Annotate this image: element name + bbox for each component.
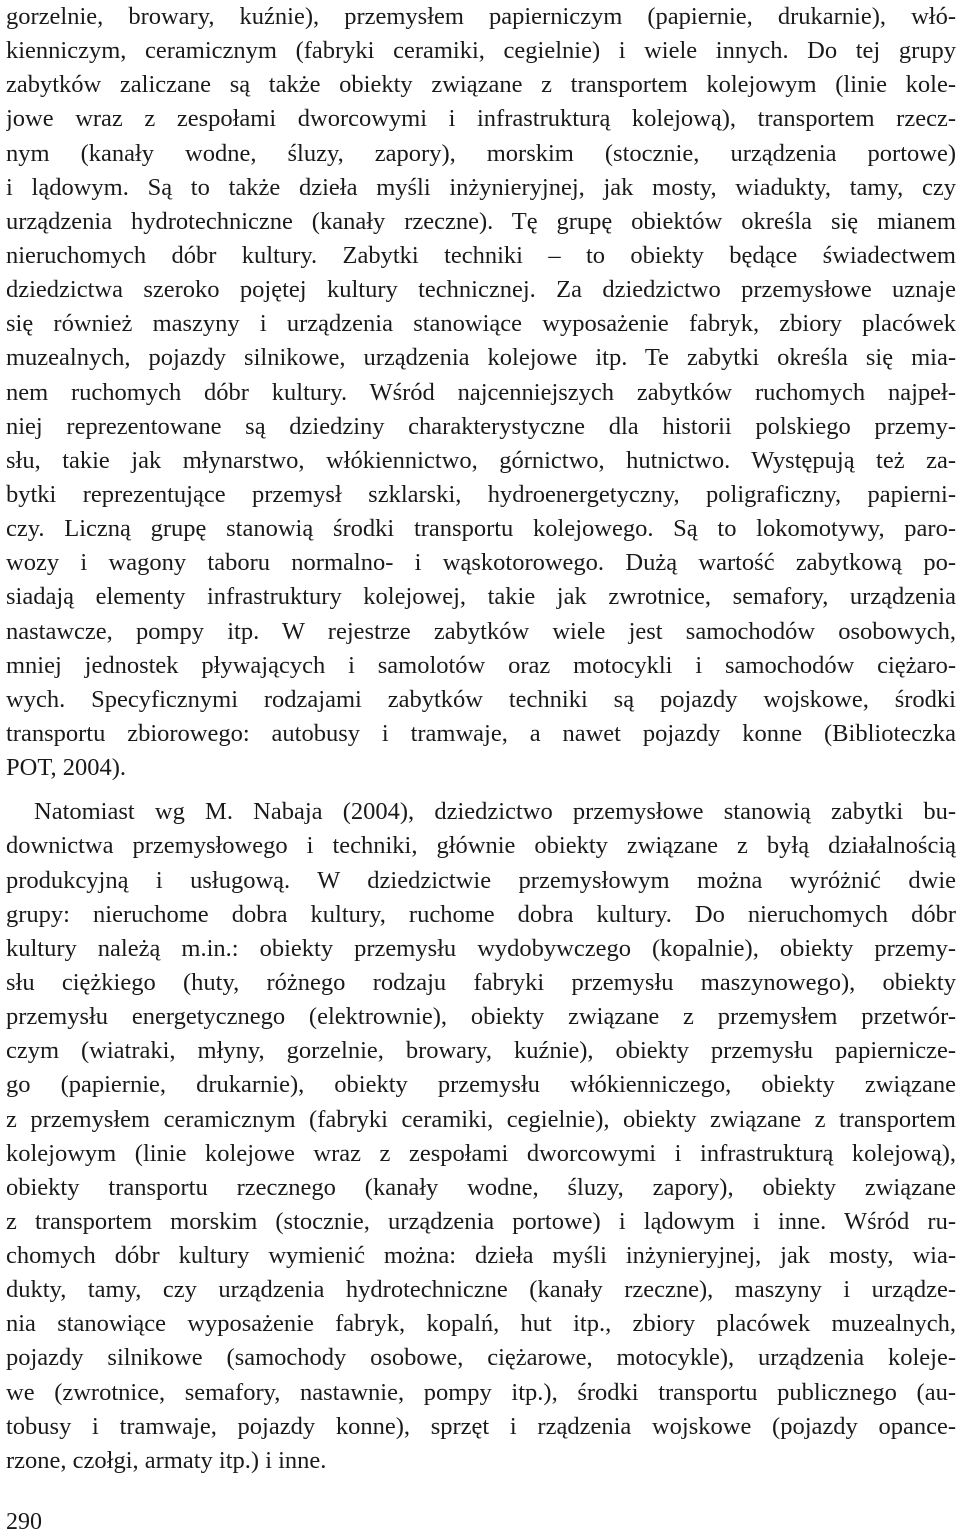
text-line: nym (kanały wodne, śluzy, zapory), morskim (stocznie, urządzenia portowe): [6, 139, 956, 167]
text-line: downictwa przemysłowego i techniki, głównie obiekty związane z byłą działalnością: [6, 832, 956, 860]
text-line: słu ciężkiego (huty, różnego rodzaju fabryki przemysłu maszynowego), obiekty: [6, 968, 956, 996]
text-line: kultury należą m.in.: obiekty przemysłu wydobywczego (kopalnie), obiekty przemy-: [6, 934, 956, 962]
text-line: z przemysłem ceramicznym (fabryki ceramiki, cegielnie), obiekty związane z transportem: [6, 1105, 956, 1133]
text-line: nastawcze, pompy itp. W rejestrze zabytków wiele jest samochodów osobowych,: [6, 617, 956, 645]
text-line: z transportem morskim (stocznie, urządzenia portowe) i lądowym i inne. Wśród ru-: [6, 1207, 956, 1235]
paragraph-2: [6, 795, 956, 1478]
text-line: słu, takie jak młynarstwo, włókiennictwo, górnictwo, hutnictwo. Występują też za-: [6, 446, 956, 474]
text-line: nem ruchomych dóbr kultury. Wśród najcenniejszych zabytków ruchomych najpeł-: [6, 378, 956, 406]
text-line: czym (wiatraki, młyny, gorzelnie, browary, kuźnie), obiekty przemysłu papiernicze-: [6, 1037, 956, 1065]
text-line: niej reprezentowane są dziedziny charakterystyczne dla historii polskiego przemy-: [6, 412, 956, 440]
text-line: zabytków zaliczane są także obiekty związane z transportem kolejowym (linie kole-: [6, 71, 956, 99]
text-line: kolejowym (linie kolejowe wraz z zespołami dworcowymi i infrastrukturą kolejową),: [6, 1139, 956, 1167]
paragraph-1: [6, 0, 956, 785]
text-line: go (papiernie, drukarnie), obiekty przemysłu włókienniczego, obiekty związane: [6, 1071, 956, 1099]
text-line: dukty, tamy, czy urządzenia hydrotechniczne (kanały rzeczne), maszyny i urządze-: [6, 1276, 956, 1304]
text-line: transportu zbiorowego: autobusy i tramwaje, a nawet pojazdy konne (Biblioteczka: [6, 719, 956, 747]
paragraph-gap: [6, 785, 956, 795]
text-line: grupy: nieruchome dobra kultury, ruchome dobra kultury. Do nieruchomych dóbr: [6, 900, 956, 928]
text-line: mniej jednostek pływających i samolotów oraz motocykli i samochodów ciężaro-: [6, 651, 956, 679]
text-line: rzone, czołgi, armaty itp.) i inne.: [6, 1446, 327, 1474]
text-line: dziedzictwa szeroko pojętej kultury technicznej. Za dziedzictwo przemysłowe uznaje: [6, 276, 956, 304]
text-line: przemysłu energetycznego (elektrownie), obiekty związane z przemysłem przetwór-: [6, 1003, 956, 1031]
text-line: się również maszyny i urządzenia stanowiące wyposażenie fabryk, zbiory placówek: [6, 310, 956, 338]
body-text: [6, 0, 956, 1478]
text-line: nia stanowiące wyposażenie fabryk, kopalń, hut itp., zbiory placówek muzealnych,: [6, 1310, 956, 1338]
text-line: gorzelnie, browary, kuźnie), przemysłem papierniczym (papiernie, drukarnie), włó-: [6, 3, 956, 30]
text-line: siadają elementy infrastruktury kolejowej, takie jak zwrotnice, semafory, urządzenia: [6, 583, 956, 611]
text-line: we (zwrotnice, semafory, nastawnie, pompy itp.), środki transportu publicznego (au-: [6, 1378, 956, 1406]
text-line: kienniczym, ceramicznym (fabryki ceramiki, cegielnie) i wiele innych. Do tej grupy: [6, 37, 956, 65]
text-line: produkcyjną i usługową. W dziedzictwie przemysłowym można wyróżnić dwie: [6, 866, 956, 894]
text-line: i lądowym. Są to także dzieła myśli inżynieryjnej, jak mosty, wiadukty, tamy, czy: [6, 173, 956, 201]
text-line: chomych dóbr kultury wymienić można: dzieła myśli inżynieryjnej, jak mosty, wia-: [6, 1242, 956, 1270]
text-line: pojazdy silnikowe (samochody osobowe, ciężarowe, motocykle), urządzenia koleje-: [6, 1344, 956, 1372]
page-number: 290: [6, 1509, 42, 1535]
text-line: czy. Liczną grupę stanowią środki transportu kolejowego. Są to lokomotywy, paro-: [6, 515, 956, 543]
text-line: POT, 2004).: [6, 754, 126, 782]
text-line: wych. Specyficznymi rodzajami zabytków techniki są pojazdy wojskowe, środki: [6, 685, 956, 713]
text-line: obiekty transportu rzecznego (kanały wodne, śluzy, zapory), obiekty związane: [6, 1173, 956, 1201]
text-line: tobusy i tramwaje, pojazdy konne), sprzęt i rządzenia wojskowe (pojazdy opance-: [6, 1412, 956, 1440]
text-line: muzealnych, pojazdy silnikowe, urządzenia kolejowe itp. Te zabytki określa się mia-: [6, 344, 956, 372]
text-line: nieruchomych dóbr kultury. Zabytki techniki – to obiekty będące świadectwem: [6, 241, 956, 269]
text-line: bytki reprezentujące przemysł szklarski, hydroenergetyczny, poligraficzny, papierni-: [6, 480, 956, 508]
text-line: wozy i wagony taboru normalno- i wąskotorowego. Dużą wartość zabytkową po-: [6, 549, 956, 577]
text-line: urządzenia hydrotechniczne (kanały rzeczne). Tę grupę obiektów określa się mianem: [6, 207, 956, 235]
text-line: jowe wraz z zespołami dworcowymi i infrastrukturą kolejową), transportem rzecz-: [6, 105, 956, 133]
text-line: Natomiast wg M. Nabaja (2004), dziedzictwo przemysłowe stanowią zabytki bu-: [34, 798, 956, 826]
